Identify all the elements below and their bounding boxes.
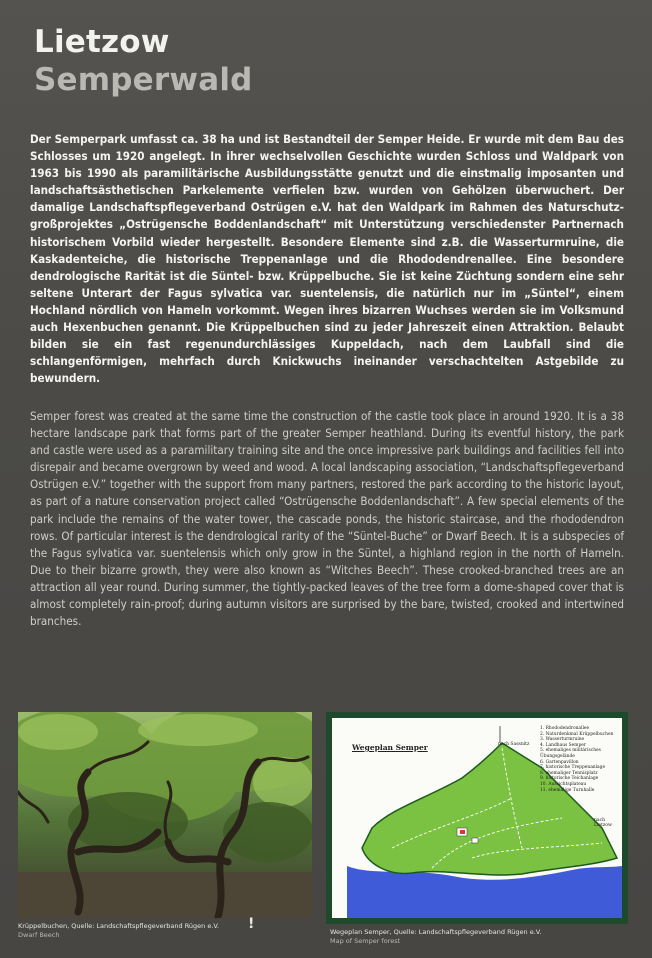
dwarf-beech-photo — [18, 712, 312, 918]
legend-item: 3. Wasserturmruine — [540, 737, 585, 743]
legend-item: 4. Landhaus Semper — [540, 742, 586, 748]
map-label-east: nach Lietzow — [594, 818, 612, 828]
legend-item: 6. Gartenpavillon — [540, 759, 579, 765]
map-panel — [326, 712, 628, 924]
legend-item: 5. ehemaliges militärisches — [540, 748, 601, 754]
map-caption — [330, 928, 541, 946]
mounting-screw: ! — [248, 916, 255, 932]
map-label-north: nach Sassnitz — [498, 742, 530, 747]
german-text: Der Semperpark umfasst ca. 38 ha und ist Bestandteil der Semper Heide. Er wurde mit dem Bau des Schlosses um 1920 angelegt. In ihrer wechselvollen Geschichte wurden Schloss und Waldpark von 1963 bis 1990 als paramilitärische Ausbildungsstätte genutzt und die einstmalig imposanten und landschaftsästhetischen Parkelemente verfielen bzw. wurden von Gehölzen überwuchert. Der damalige Landschaftspflegeverband Ostrügen e.V. hat den Waldpark im Rahmen des Naturschutz-großprojektes „Ostrügensche Boddenlandschaft“ mit Unterstützung verschiedenster Partnernach historischem Vorbild wieder hergestellt. Besondere Elemente sind z.B. die Wasserturmruine, die Kaskadenteiche, die historische Treppenanlage und die Rhododendrenallee. Eine besondere dendrologische Rarität ist die Süntel- bzw. Krüppelbuche. Sie ist keine Züchtung sondern eine sehr seltene Unterart der Fagus sylvatica var. suentelensis, die natürlich nur im „Süntel“, einem Hochland nördlich von Hameln vorkommt. Wegen ihres bizarren Wuchses werden sie im Volksmund auch Hexenbuchen genannt. Die Krüppelbuchen sind zu jeder Jahreszeit einen Attraktion. Belaubt bilden sie ein fast regenundurchlässiges Kuppeldach, nach dem Laubfall sind die schlangenförmigen, mehrfach durch Knickwuchs ineinander verschachtelten Astgebilde zu bewundern. — [30, 132, 624, 386]
map-caption-english: Map of Semper forest — [330, 937, 401, 945]
legend-item: 10. Aussichtsplateau — [540, 781, 587, 787]
legend-item: Übungsgelände — [540, 753, 575, 759]
map-title: Wegeplan Semper — [352, 743, 428, 752]
legend-item: 11. ehemalige Turnhalle — [540, 787, 595, 793]
photo-caption — [18, 922, 219, 940]
map-sheet — [332, 718, 622, 918]
legend-item: 1. Rhododendronallee — [540, 726, 590, 731]
photo-caption-english: Dwarf Beech — [18, 931, 60, 939]
photo-caption-source: Krüppelbuchen, Quelle: Landschaftspflegeverband Rügen e.V. — [18, 922, 220, 930]
legend-item: 9. historische Teichanlage — [540, 776, 599, 782]
map-caption-source: Wegeplan Semper, Quelle: Landschaftspflegeverband Rügen e.V. — [330, 928, 542, 936]
legend-item: 2. Naturdenkmal Krüppelbuchen — [540, 731, 614, 737]
page-title: Lietzow — [34, 24, 170, 60]
page-subtitle: Semperwald — [34, 62, 253, 98]
legend-item: 8. ehemaliger Tennisplatz — [540, 770, 598, 776]
english-text: Semper forest was created at the same time the construction of the castle took place in around 1920. It is a 38 hectare landscape park that forms part of the greater Semper heathland. During its eventful history, the park and castle were used as a paramilitary training site and the once impressive park buildings and facilities fell into disrepair and became overgrown by weed and wood. A local landscaping association, “Landschaftspflegeverband Ostrügen e.V.” together with the support from many partners, restored the park according to the historic layout, as part of a nature conservation project called “Ostrügensche Boddenlandschaft”. A few special elements of the park include the remains of the water tower, the cascade ponds, the historic staircase, and the rhododendron rows. Of particular interest is the dendrological rarity of the “Süntel-Buche” or Dwarf Beech. It is a subspecies of the Fagus sylvatica var. suentelensis which only grow in the Süntel, a highland region in the north of Hameln. Due to their bizarre growth, they were also known as “Witches Beech”. These crooked-branched trees are an attraction all year round. During summer, the tightly-packed leaves of the tree form a dome-shaped cover that is almost completely rain-proof; during autumn visitors are surprised by the bare, twisted, crooked and intertwined branches. — [30, 409, 624, 629]
legend-item: 7. historische Treppenanlage — [540, 765, 606, 771]
map-legend — [540, 726, 613, 793]
